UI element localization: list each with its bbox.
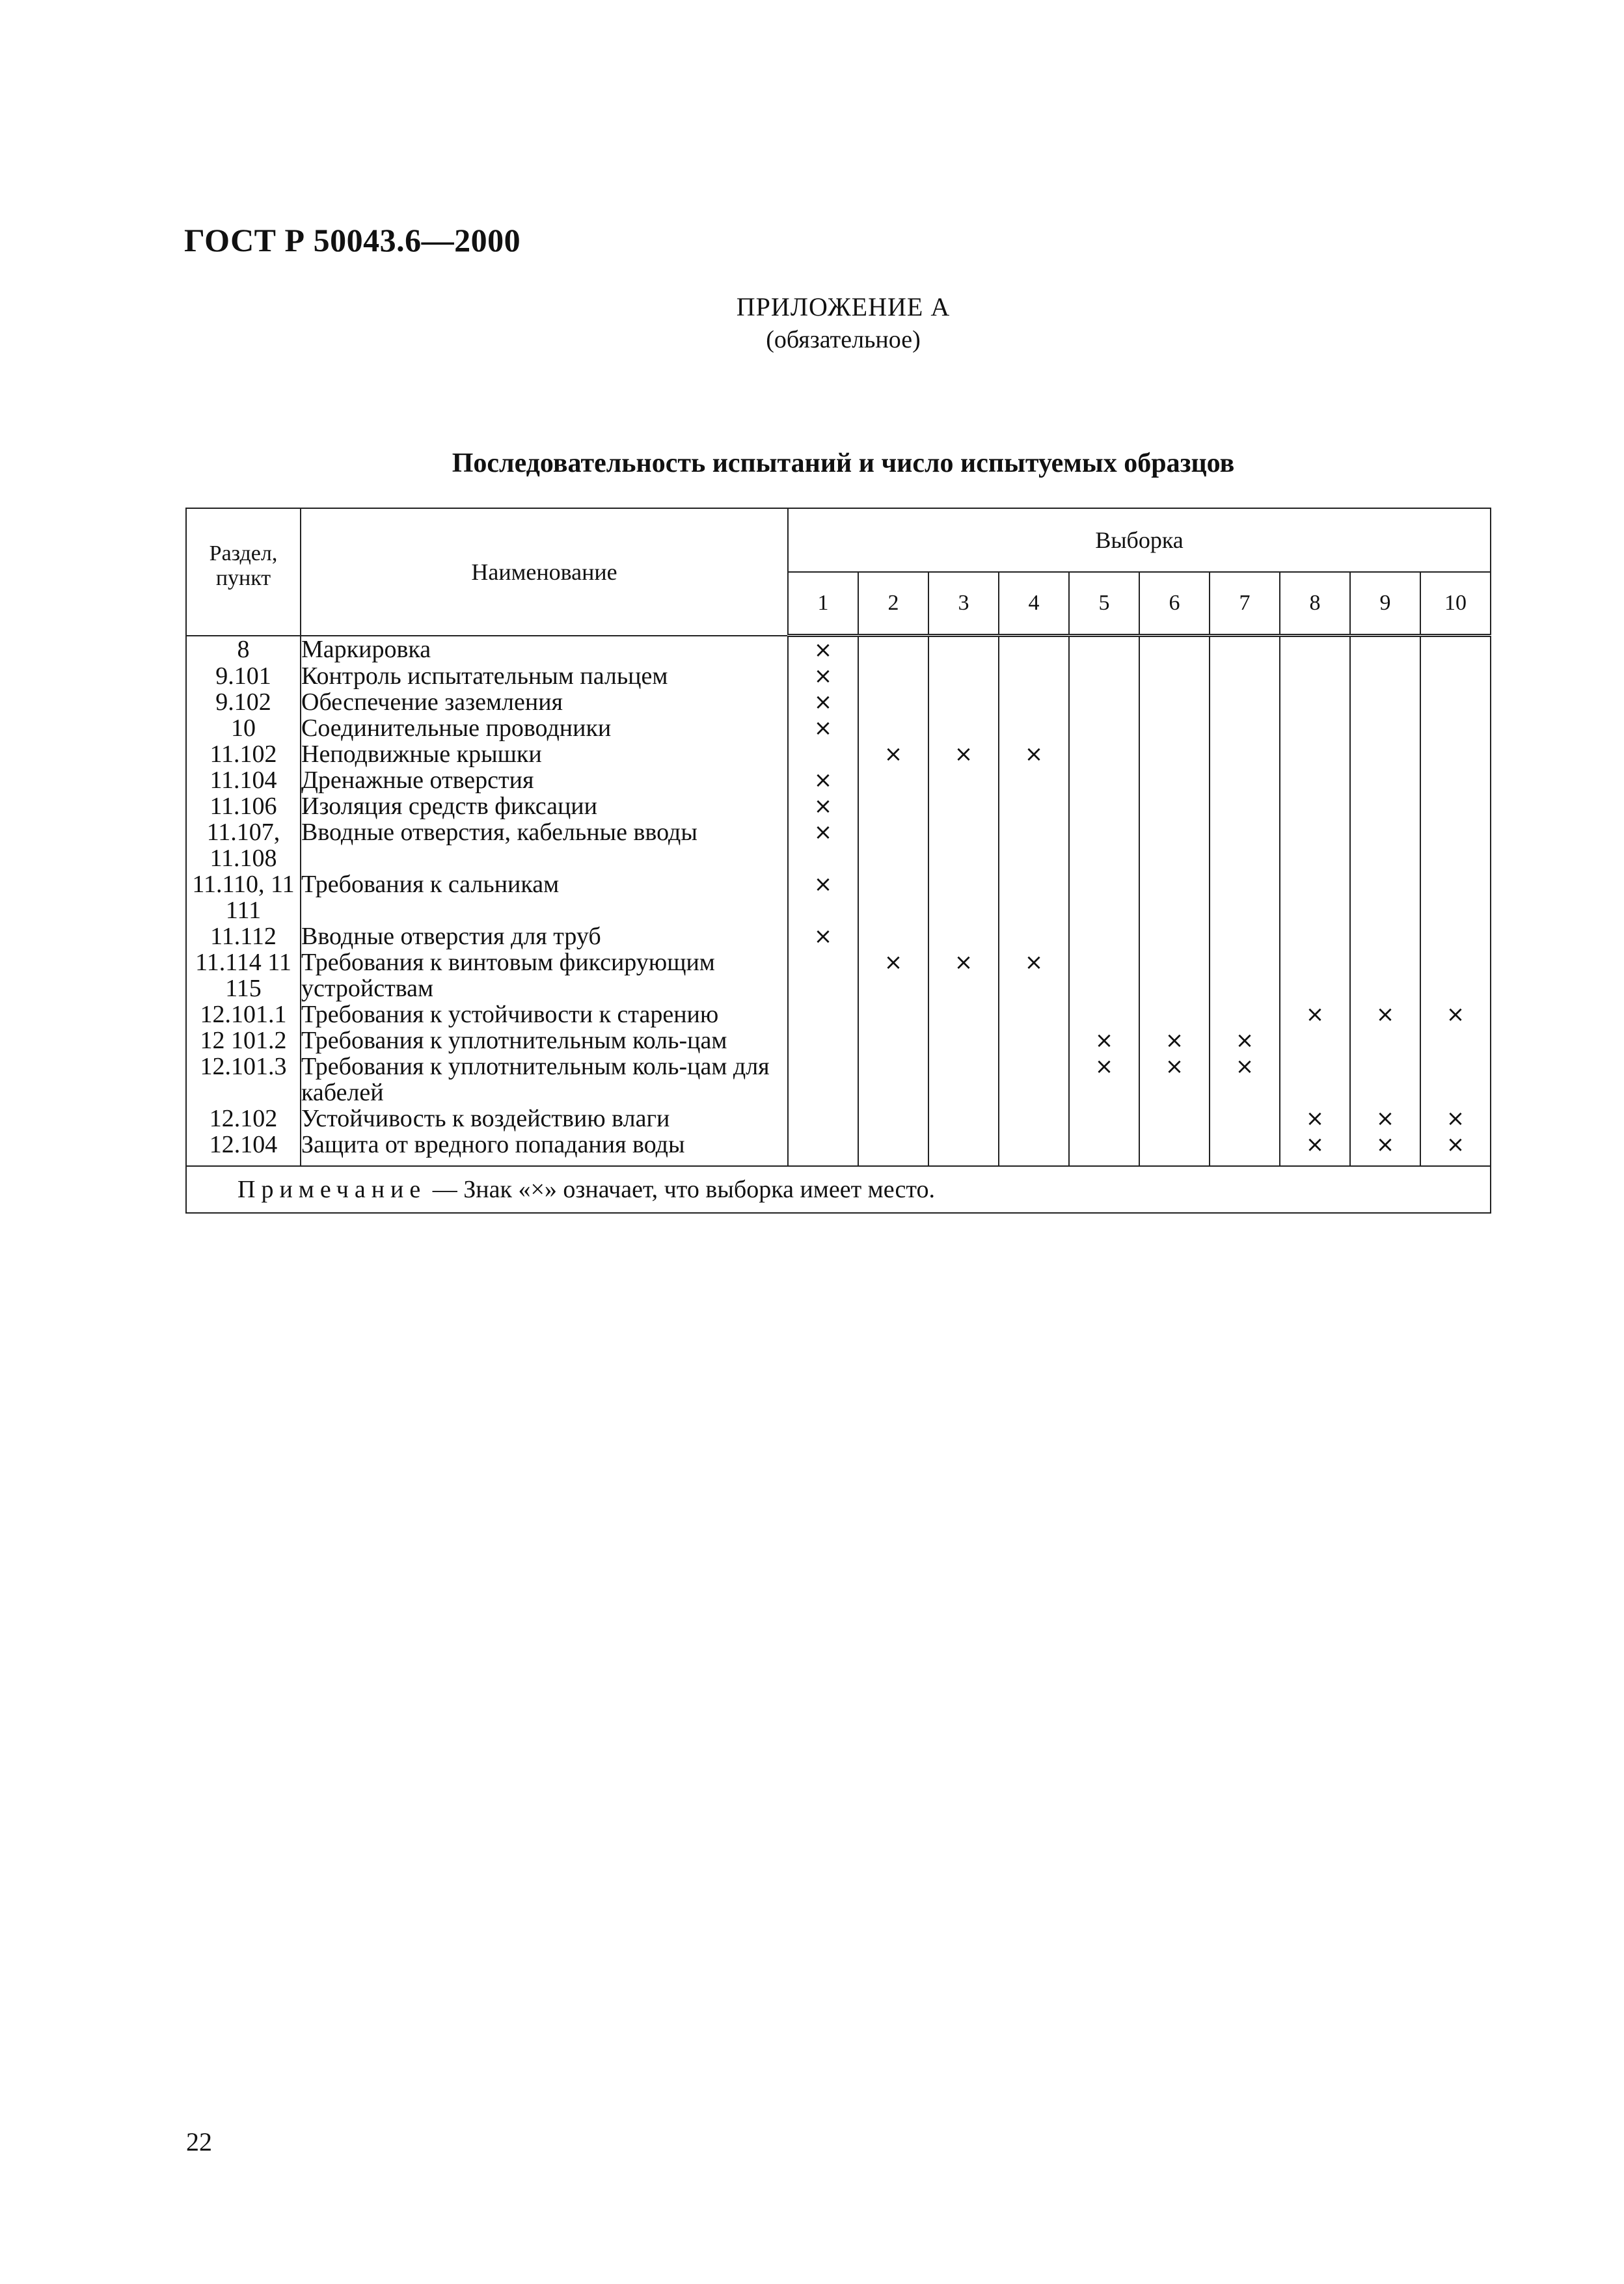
table-title: Последовательность испытаний и число испытуемых образцов	[452, 448, 1235, 478]
sample-mark	[1420, 689, 1491, 715]
sample-mark	[1210, 715, 1280, 741]
table-row	[186, 871, 1491, 923]
sample-mark	[858, 715, 928, 741]
sample-mark	[999, 871, 1069, 923]
sample-mark	[1420, 636, 1491, 664]
sample-mark	[1280, 923, 1350, 949]
row-section: 11.104	[186, 767, 301, 793]
sample-mark: ×	[788, 636, 858, 664]
sample-mark: ×	[788, 767, 858, 793]
sample-mark: ×	[928, 949, 999, 1001]
sample-mark	[1210, 793, 1280, 819]
page-number: 22	[186, 2127, 212, 2156]
sample-mark	[928, 1054, 999, 1106]
sample-mark	[1210, 949, 1280, 1001]
sample-mark	[928, 767, 999, 793]
sample-mark	[999, 636, 1069, 664]
sample-mark	[1280, 636, 1350, 664]
sample-mark	[999, 767, 1069, 793]
sample-mark	[1139, 949, 1210, 1001]
sample-mark	[1139, 767, 1210, 793]
sample-mark	[928, 871, 999, 923]
sample-mark: ×	[858, 949, 928, 1001]
sample-mark	[999, 1132, 1069, 1166]
sample-mark	[1139, 1106, 1210, 1132]
sample-mark	[1420, 741, 1491, 767]
sample-mark	[1210, 819, 1280, 871]
sample-mark	[1280, 1027, 1350, 1054]
sample-mark	[928, 1106, 999, 1132]
sample-mark	[788, 1132, 858, 1166]
table-row	[186, 689, 1491, 715]
sample-mark	[928, 1027, 999, 1054]
table-row	[186, 1054, 1491, 1106]
sample-mark	[928, 1132, 999, 1166]
sample-mark	[999, 1001, 1069, 1027]
sample-mark	[1280, 715, 1350, 741]
sample-mark	[1210, 767, 1280, 793]
header-sample-number: 7	[1210, 572, 1280, 636]
sample-mark: ×	[1069, 1054, 1139, 1106]
sample-mark: ×	[788, 689, 858, 715]
table-row	[186, 663, 1491, 689]
sample-mark	[1069, 689, 1139, 715]
sample-mark: ×	[1210, 1027, 1280, 1054]
sample-mark	[1069, 715, 1139, 741]
sample-mark	[788, 1054, 858, 1106]
sample-mark	[1420, 793, 1491, 819]
table-row	[186, 949, 1491, 1001]
sample-mark	[1350, 793, 1420, 819]
sample-mark	[1420, 871, 1491, 923]
sample-mark	[1280, 767, 1350, 793]
sample-mark	[1280, 871, 1350, 923]
row-section: 12.101.3	[186, 1054, 301, 1106]
sample-mark: ×	[788, 793, 858, 819]
table-row	[186, 767, 1491, 793]
sample-mark	[928, 923, 999, 949]
header-name: Наименование	[301, 508, 788, 636]
sample-mark	[999, 1027, 1069, 1054]
sample-mark	[1210, 1132, 1280, 1166]
sample-mark: ×	[1280, 1132, 1350, 1166]
sample-mark: ×	[1139, 1027, 1210, 1054]
row-section: 12.102	[186, 1106, 301, 1132]
sample-mark	[1069, 636, 1139, 664]
header-sample-number: 1	[788, 572, 858, 636]
row-name: Устойчивость к воздействию влаги	[301, 1106, 788, 1132]
sample-mark	[1210, 1106, 1280, 1132]
sample-mark: ×	[1210, 1054, 1280, 1106]
sample-mark	[1280, 741, 1350, 767]
sample-mark	[1069, 949, 1139, 1001]
sample-mark	[1069, 767, 1139, 793]
sample-mark	[1420, 923, 1491, 949]
row-section: 11.106	[186, 793, 301, 819]
sample-mark	[1210, 871, 1280, 923]
row-name: Дренажные отверстия	[301, 767, 788, 793]
sample-mark	[858, 1054, 928, 1106]
table-note	[186, 1166, 1491, 1213]
row-name: Неподвижные крышки	[301, 741, 788, 767]
sample-mark	[1350, 1027, 1420, 1054]
sample-mark	[1420, 663, 1491, 689]
sample-mark	[1210, 663, 1280, 689]
sample-mark	[1139, 871, 1210, 923]
row-section: 11.102	[186, 741, 301, 767]
sample-mark	[1210, 923, 1280, 949]
sample-mark	[999, 819, 1069, 871]
row-section: 9.101	[186, 663, 301, 689]
sample-mark	[1420, 949, 1491, 1001]
table-row	[186, 1132, 1491, 1166]
sample-mark	[1420, 715, 1491, 741]
sample-mark	[1350, 636, 1420, 664]
sample-mark	[1350, 767, 1420, 793]
table-row	[186, 793, 1491, 819]
sample-mark	[1350, 689, 1420, 715]
sample-mark	[1139, 793, 1210, 819]
sample-mark	[928, 1001, 999, 1027]
row-section: 11.110, 11 111	[186, 871, 301, 923]
sample-mark	[858, 871, 928, 923]
sample-mark	[1069, 793, 1139, 819]
sample-mark: ×	[1350, 1001, 1420, 1027]
sample-mark	[1069, 741, 1139, 767]
row-section: 12 101.2	[186, 1027, 301, 1054]
header-sample-number: 8	[1280, 572, 1350, 636]
sample-mark	[1210, 1001, 1280, 1027]
sample-mark	[1069, 1106, 1139, 1132]
sample-mark	[858, 1132, 928, 1166]
sample-mark	[788, 1001, 858, 1027]
sample-mark	[1139, 819, 1210, 871]
row-section: 9.102	[186, 689, 301, 715]
row-section: 12.104	[186, 1132, 301, 1166]
row-name: Требования к уплотнительным коль-цам	[301, 1027, 788, 1054]
sample-mark	[1210, 636, 1280, 664]
row-section: 12.101.1	[186, 1001, 301, 1027]
table-row	[186, 923, 1491, 949]
sample-mark: ×	[1069, 1027, 1139, 1054]
sample-mark	[1280, 1054, 1350, 1106]
sample-mark	[858, 1106, 928, 1132]
sample-mark: ×	[1350, 1132, 1420, 1166]
sample-mark	[1350, 1054, 1420, 1106]
row-name: Соединительные проводники	[301, 715, 788, 741]
sample-mark	[788, 1106, 858, 1132]
sample-mark	[1350, 741, 1420, 767]
table-row	[186, 1001, 1491, 1027]
test-sequence-table	[185, 508, 1491, 1214]
row-section: 11.107, 11.108	[186, 819, 301, 871]
sample-mark	[858, 767, 928, 793]
table-row	[186, 636, 1491, 664]
sample-mark	[1069, 1001, 1139, 1027]
sample-mark	[1139, 715, 1210, 741]
sample-mark	[928, 793, 999, 819]
sample-mark	[1280, 949, 1350, 1001]
header-sample-number: 4	[999, 572, 1069, 636]
sample-mark	[858, 689, 928, 715]
row-name: Изоляция средств фиксации	[301, 793, 788, 819]
header-section: Раздел, пункт	[186, 508, 301, 636]
sample-mark: ×	[1139, 1054, 1210, 1106]
sample-mark: ×	[1420, 1001, 1491, 1027]
sample-mark: ×	[1350, 1106, 1420, 1132]
sample-mark	[858, 1027, 928, 1054]
row-name: Маркировка	[301, 636, 788, 664]
table-row	[186, 715, 1491, 741]
row-name: Обеспечение заземления	[301, 689, 788, 715]
sample-mark	[999, 689, 1069, 715]
header-sample-number: 3	[928, 572, 999, 636]
sample-mark	[788, 949, 858, 1001]
sample-mark	[999, 663, 1069, 689]
sample-mark: ×	[999, 949, 1069, 1001]
sample-mark	[858, 663, 928, 689]
note-text: — Знак «×» означает, что выборка имеет место.	[426, 1176, 936, 1203]
sample-mark	[1069, 871, 1139, 923]
sample-mark	[1139, 689, 1210, 715]
sample-mark	[788, 741, 858, 767]
sample-mark	[928, 663, 999, 689]
row-section: 8	[186, 636, 301, 664]
sample-mark	[1350, 923, 1420, 949]
table-row	[186, 1027, 1491, 1054]
header-sample-number: 9	[1350, 572, 1420, 636]
sample-mark	[1069, 923, 1139, 949]
sample-mark: ×	[788, 663, 858, 689]
sample-mark	[999, 715, 1069, 741]
sample-mark	[1139, 741, 1210, 767]
sample-mark	[1139, 1132, 1210, 1166]
sample-mark	[928, 636, 999, 664]
sample-mark: ×	[788, 715, 858, 741]
sample-mark	[1280, 819, 1350, 871]
table-row	[186, 1106, 1491, 1132]
sample-mark	[788, 1027, 858, 1054]
row-name: Вводные отверстия для труб	[301, 923, 788, 949]
sample-mark	[1280, 689, 1350, 715]
note-label: Примечание	[237, 1176, 427, 1203]
row-name: Требования к сальникам	[301, 871, 788, 923]
row-name: Требования к винтовым фиксирующим устройствам	[301, 949, 788, 1001]
sample-mark	[858, 793, 928, 819]
sample-mark: ×	[1420, 1132, 1491, 1166]
sample-mark	[999, 793, 1069, 819]
sample-mark: ×	[1280, 1001, 1350, 1027]
sample-mark	[1139, 663, 1210, 689]
sample-mark	[1350, 871, 1420, 923]
sample-mark: ×	[1280, 1106, 1350, 1132]
sample-mark: ×	[788, 819, 858, 871]
sample-mark	[928, 689, 999, 715]
sample-mark: ×	[1420, 1106, 1491, 1132]
sample-mark	[1069, 819, 1139, 871]
sample-mark	[1069, 663, 1139, 689]
sample-mark	[1280, 663, 1350, 689]
sample-mark: ×	[858, 741, 928, 767]
sample-mark	[1139, 636, 1210, 664]
sample-mark	[858, 1001, 928, 1027]
sample-mark	[1420, 1027, 1491, 1054]
sample-mark	[858, 636, 928, 664]
row-name: Защита от вредного попадания воды	[301, 1132, 788, 1166]
header-sample-number: 2	[858, 572, 928, 636]
sample-mark	[928, 819, 999, 871]
sample-mark	[858, 923, 928, 949]
header-sample-number: 6	[1139, 572, 1210, 636]
sample-mark	[1420, 819, 1491, 871]
header-sample-number: 5	[1069, 572, 1139, 636]
document-code: ГОСТ Р 50043.6—2000	[184, 222, 521, 258]
sample-mark	[928, 715, 999, 741]
sample-mark	[1420, 1054, 1491, 1106]
row-name: Контроль испытательным пальцем	[301, 663, 788, 689]
sample-mark: ×	[788, 923, 858, 949]
sample-mark	[1350, 715, 1420, 741]
row-name: Требования к устойчивости к старению	[301, 1001, 788, 1027]
row-section: 11.112	[186, 923, 301, 949]
header-sample: Выборка	[788, 508, 1491, 572]
sample-mark	[999, 923, 1069, 949]
sample-mark	[1139, 1001, 1210, 1027]
sample-mark	[858, 819, 928, 871]
sample-mark	[1139, 923, 1210, 949]
row-section: 11.114 11 115	[186, 949, 301, 1001]
table-row	[186, 741, 1491, 767]
sample-mark	[1350, 819, 1420, 871]
row-section: 10	[186, 715, 301, 741]
annex-subtitle: (обязательное)	[766, 326, 921, 353]
table-row	[186, 819, 1491, 871]
sample-mark	[1210, 741, 1280, 767]
sample-mark	[1420, 767, 1491, 793]
sample-mark: ×	[999, 741, 1069, 767]
annex-title: ПРИЛОЖЕНИЕ А	[736, 292, 951, 321]
sample-mark: ×	[928, 741, 999, 767]
sample-mark	[1350, 663, 1420, 689]
sample-mark	[1280, 793, 1350, 819]
sample-mark	[999, 1054, 1069, 1106]
header-sample-number: 10	[1420, 572, 1491, 636]
sample-mark	[1350, 949, 1420, 1001]
sample-mark	[1069, 1132, 1139, 1166]
row-name: Требования к уплотнительным коль-цам для кабелей	[301, 1054, 788, 1106]
row-name: Вводные отверстия, кабельные вводы	[301, 819, 788, 871]
sample-mark: ×	[788, 871, 858, 923]
sample-mark	[1210, 689, 1280, 715]
sample-mark	[999, 1106, 1069, 1132]
